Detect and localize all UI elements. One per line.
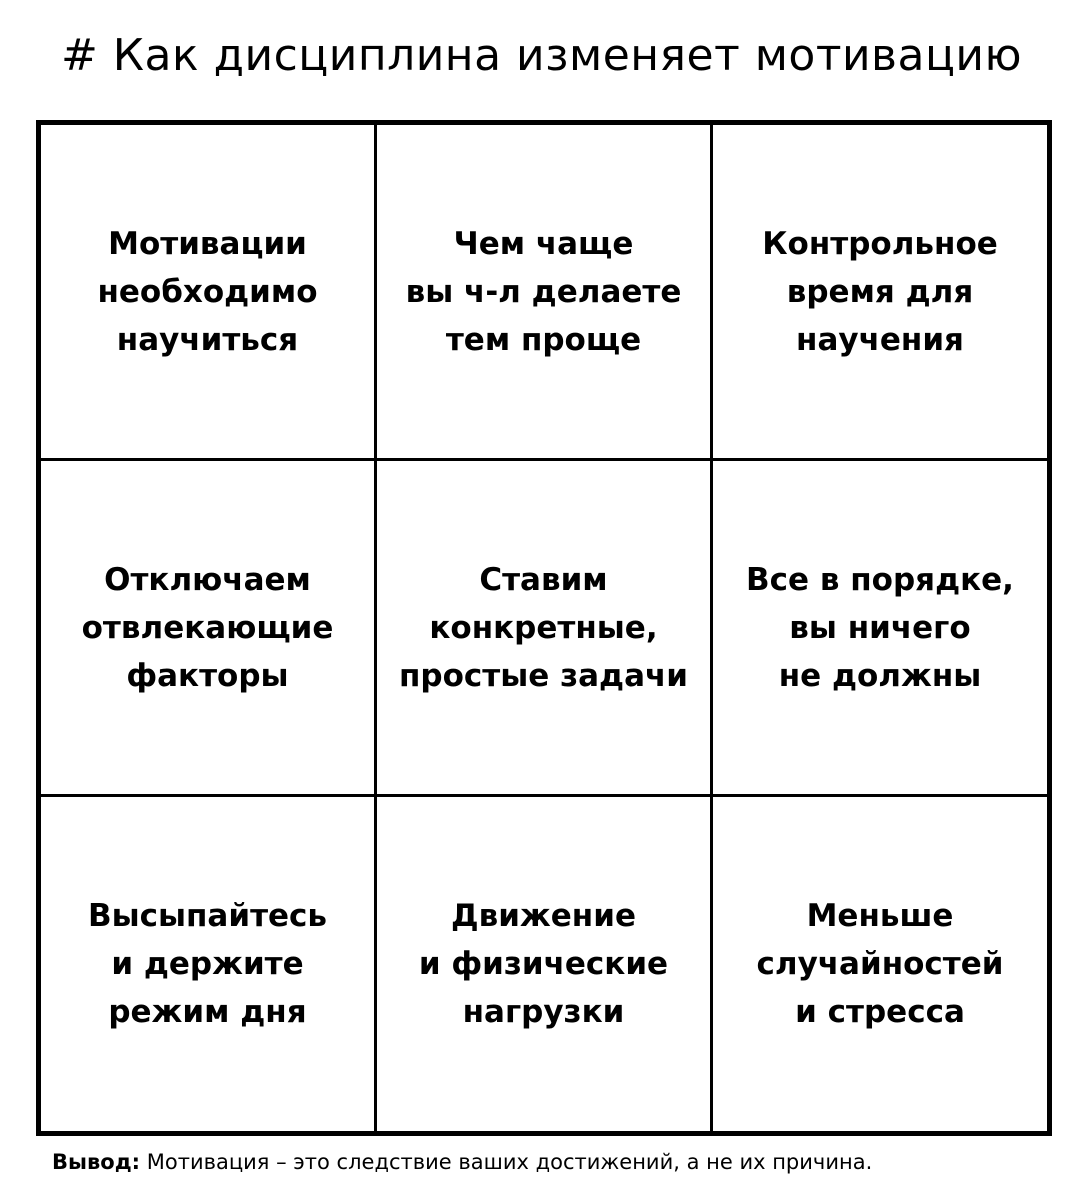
grid-cell	[377, 797, 713, 1131]
grid-cell	[713, 797, 1047, 1131]
cell-text: Отключаем отвлекающие факторы	[81, 561, 334, 694]
grid-cell	[713, 461, 1047, 797]
conclusion	[52, 1148, 872, 1176]
grid-cell	[377, 125, 713, 461]
page-title: # Как дисциплина изменяет мотивацию	[60, 30, 1023, 81]
cell-text: Высыпайтесь и держите режим дня	[87, 898, 328, 1030]
cell-text: Мотивации необходимо научиться	[97, 225, 318, 358]
cell-text: Меньше случайностей и стресса	[756, 898, 1004, 1030]
tips-grid	[36, 120, 1052, 1136]
grid-cell	[377, 461, 713, 797]
grid-cell	[41, 125, 377, 461]
grid-cell	[41, 461, 377, 797]
cell-text: Движение и физические нагрузки	[418, 898, 669, 1030]
cell-text: Ставим конкретные, простые задачи	[399, 561, 688, 694]
conclusion-text: Мотивация – это следствие ваших достижений, а не их причина.	[140, 1150, 873, 1174]
cell-text: Все в порядке, вы ничего не должны	[746, 561, 1014, 694]
cell-text: Контрольное время для научения	[762, 225, 998, 358]
conclusion-label: Вывод:	[52, 1150, 141, 1174]
grid-cell	[713, 125, 1047, 461]
grid-cell	[41, 797, 377, 1131]
cell-text: Чем чаще вы ч-л делаете тем проще	[405, 225, 682, 358]
